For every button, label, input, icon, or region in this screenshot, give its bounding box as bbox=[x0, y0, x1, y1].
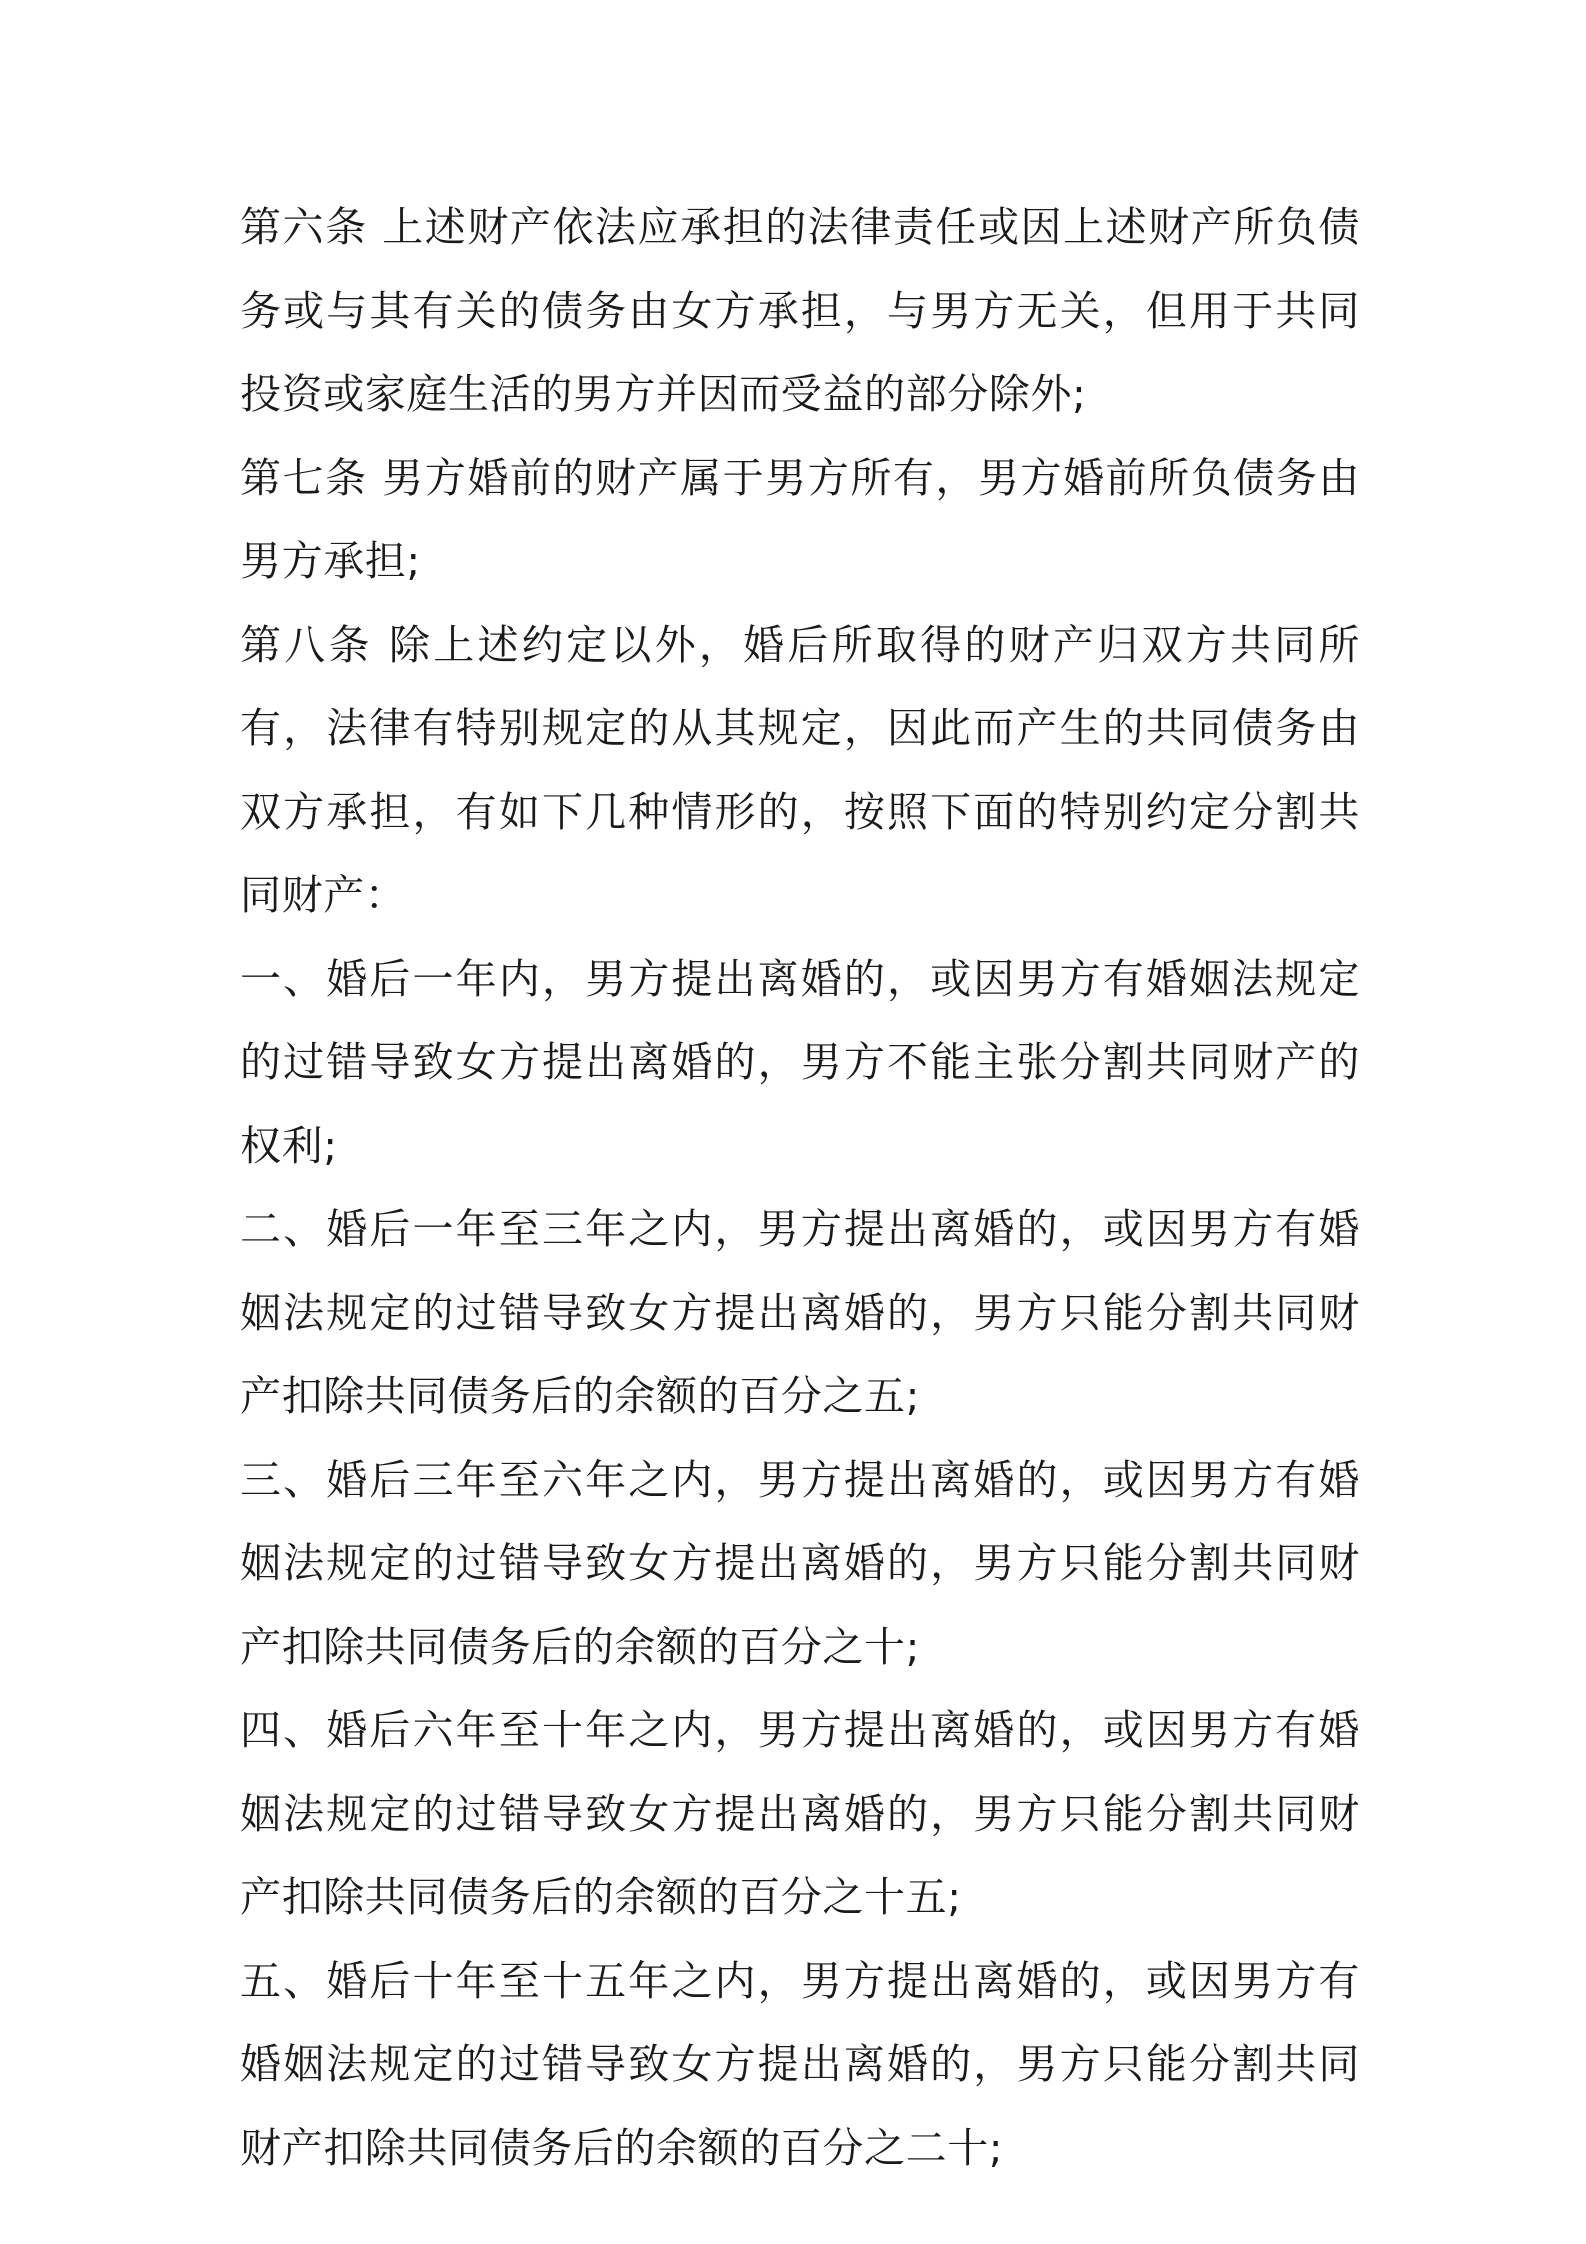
document-body bbox=[240, 186, 1360, 2190]
article-6-paragraph: 第六条 上述财产依法应承担的法律责任或因上述财产所负债务或与其有关的债务由女方承担，与男方无关，但用于共同投资或家庭生活的男方并因而受益的部分除外; bbox=[240, 203, 1360, 418]
clause-5-paragraph: 五、婚后十年至十五年之内，男方提出离婚的，或因男方有婚姻法规定的过错导致女方提出离婚的，男方只能分割共同财产扣除共同债务后的余额的百分之二十; bbox=[240, 1956, 1360, 2172]
clause-1-paragraph: 一、婚后一年内，男方提出离婚的，或因男方有婚姻法规定的过错导致女方提出离婚的，男方不能主张分割共同财产的权利; bbox=[240, 954, 1360, 1170]
article-7-paragraph: 第七条 男方婚前的财产属于男方所有，男方婚前所负债务由男方承担; bbox=[240, 453, 1360, 585]
clause-4-paragraph: 四、婚后六年至十年之内，男方提出离婚的，或因男方有婚姻法规定的过错导致女方提出离婚的，男方只能分割共同财产扣除共同债务后的余额的百分之十五; bbox=[240, 1706, 1360, 1921]
clause-2-paragraph: 二、婚后一年至三年之内，男方提出离婚的，或因男方有婚姻法规定的过错导致女方提出离婚的，男方只能分割共同财产扣除共同债务后的余额的百分之五; bbox=[240, 1205, 1360, 1420]
clause-3-paragraph: 三、婚后三年至六年之内，男方提出离婚的，或因男方有婚姻法规定的过错导致女方提出离婚的，男方只能分割共同财产扣除共同债务后的余额的百分之十; bbox=[240, 1455, 1360, 1671]
article-8-paragraph: 第八条 除上述约定以外，婚后所取得的财产归双方共同所有，法律有特别规定的从其规定，因此而产生的共同债务由双方承担，有如下几种情形的，按照下面的特别约定分割共同财产： bbox=[240, 620, 1360, 919]
